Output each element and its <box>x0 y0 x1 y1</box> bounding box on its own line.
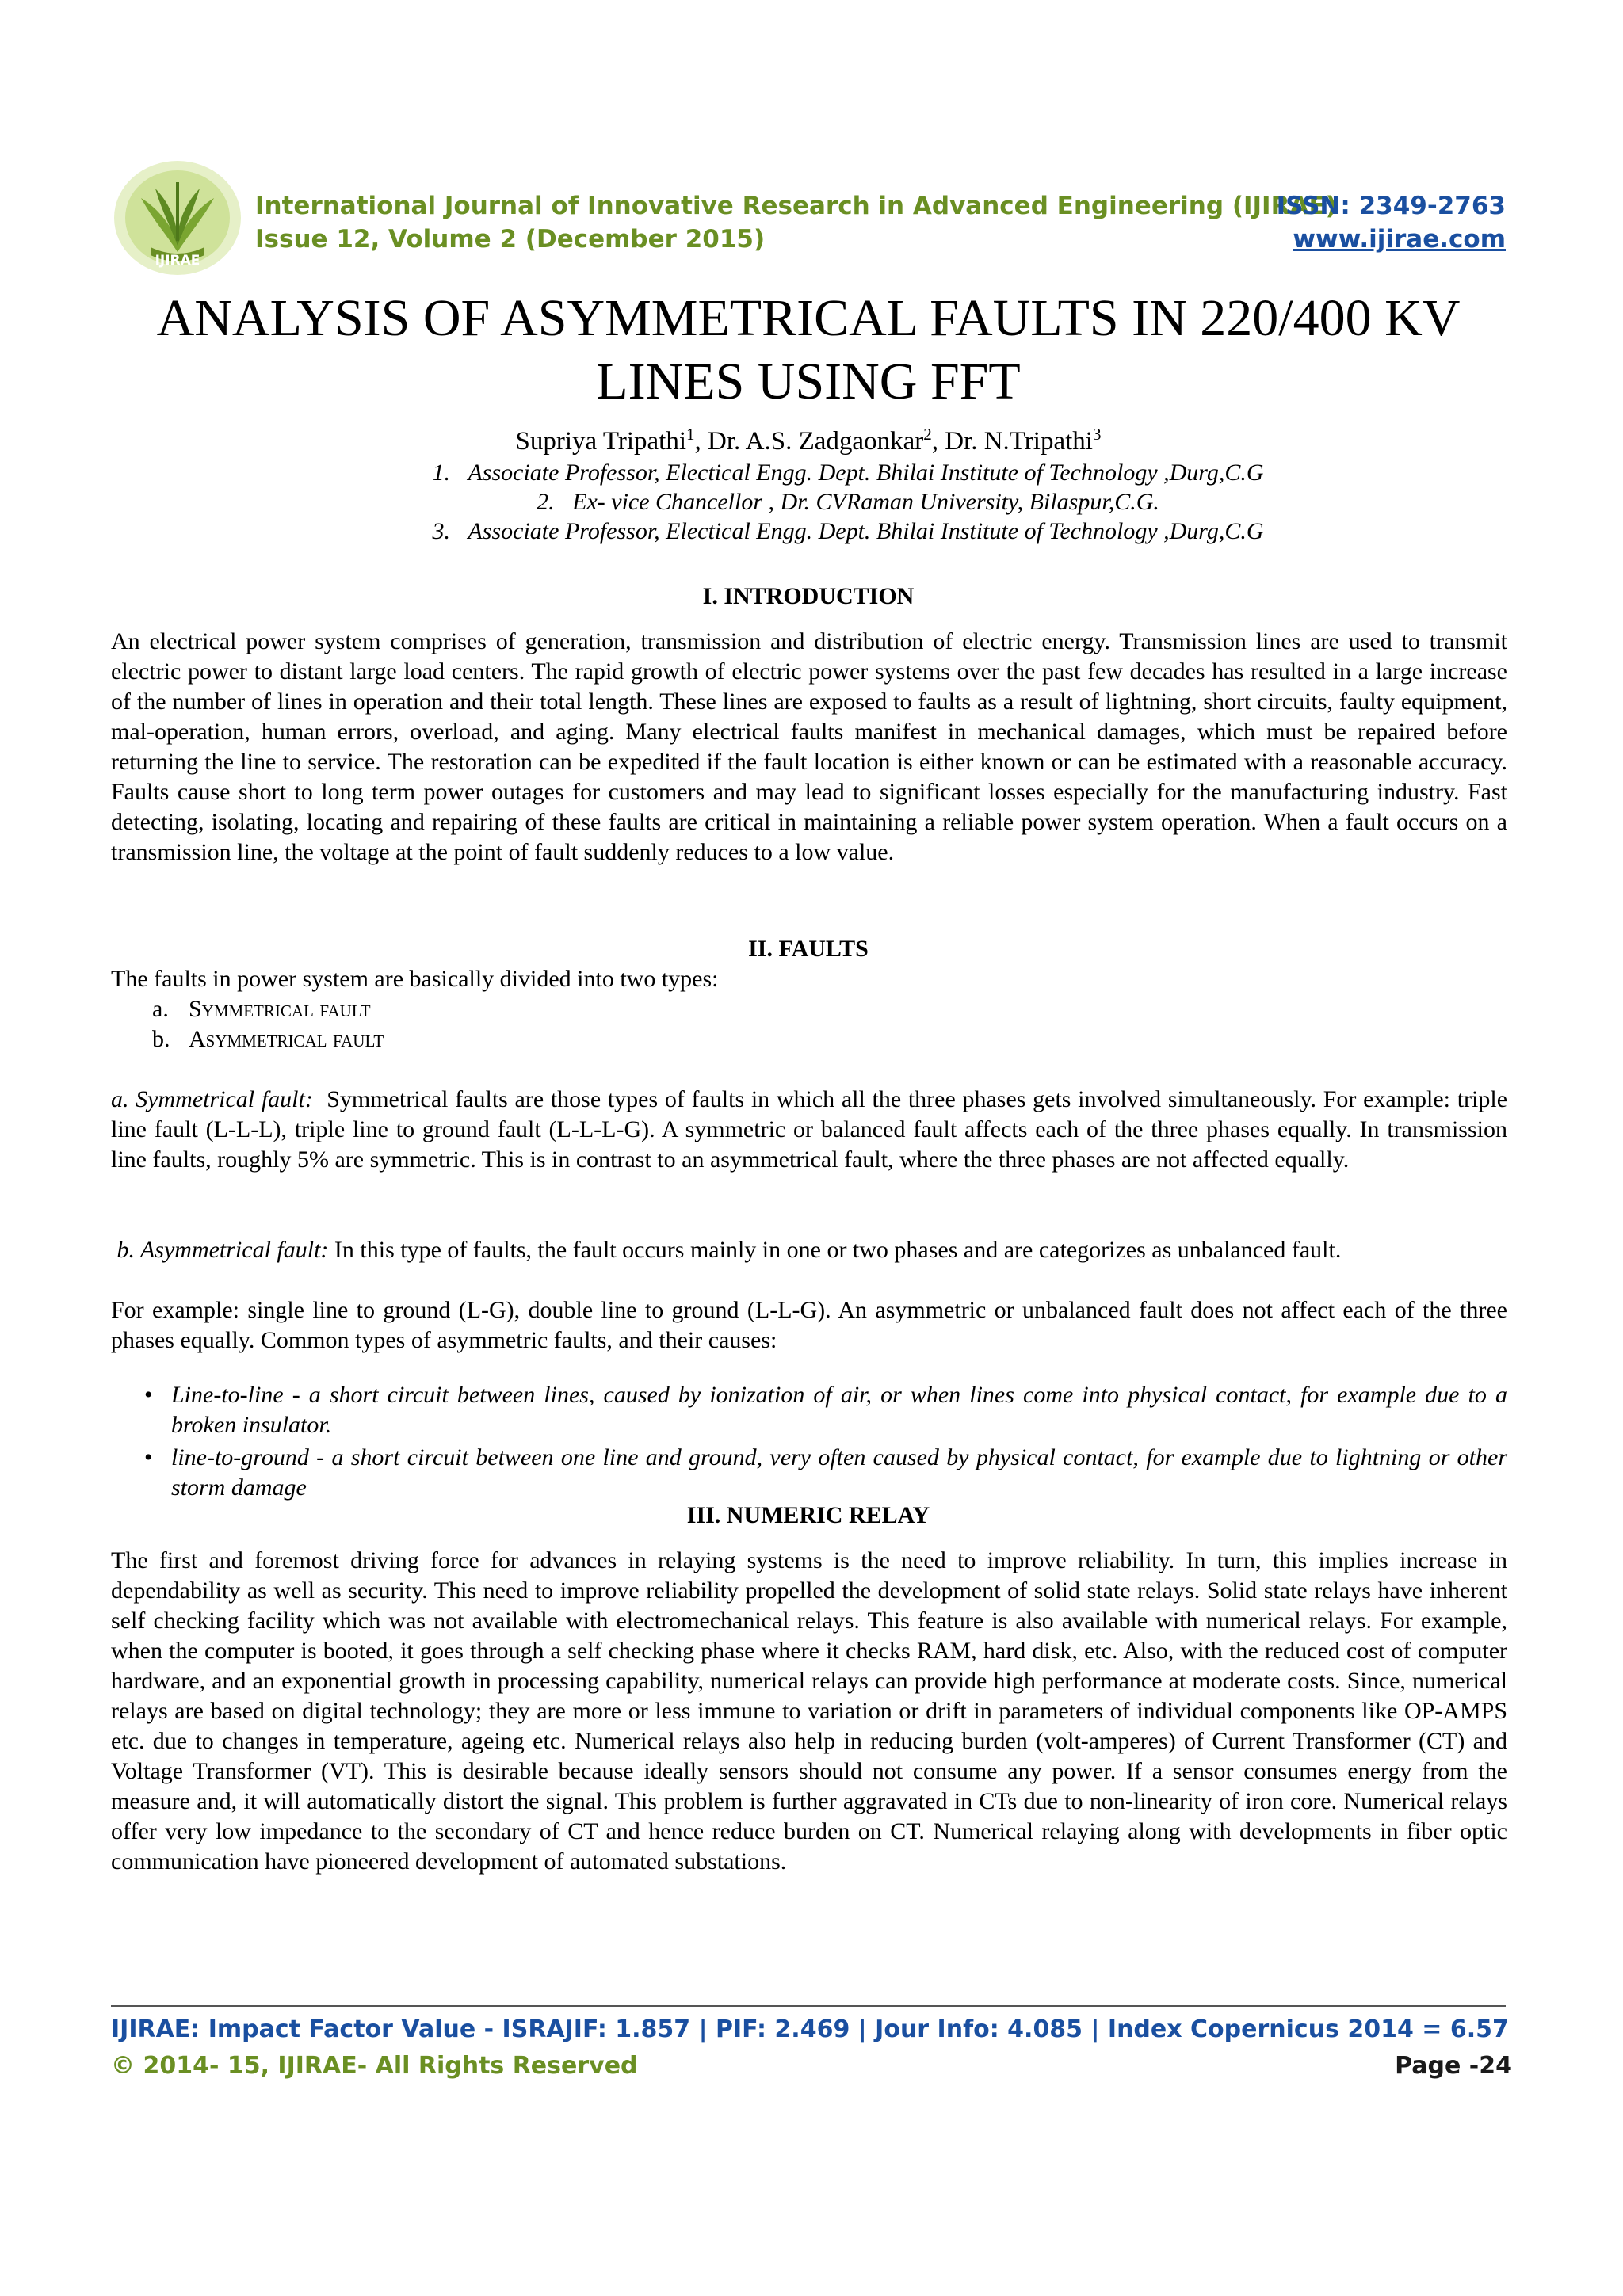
fault-type-label: Asymmetrical fault <box>189 1026 384 1052</box>
affiliation-list <box>349 458 1347 546</box>
list-marker: a. <box>152 996 169 1022</box>
affiliation-number: 3. <box>432 518 450 544</box>
list-item <box>152 994 384 1024</box>
list-marker: b. <box>152 1026 170 1052</box>
list-item <box>152 1024 384 1055</box>
author-sup: 1 <box>686 425 695 444</box>
affiliation-item <box>349 517 1347 546</box>
affiliation-text: Associate Professor, Electical Engg. Dept. Bhilai Institute of Technology ,Durg,C.G <box>468 460 1264 486</box>
section-heading-numeric-relay: III. NUMERIC RELAY <box>686 1502 930 1528</box>
ijirae-logo <box>111 158 244 277</box>
page-number: Page -24 <box>1395 2052 1512 2080</box>
affiliation-number: 1. <box>432 460 450 486</box>
list-item <box>139 1380 1507 1440</box>
author-sup: 3 <box>1092 425 1102 444</box>
title-line-1: ANALYSIS OF ASYMMETRICAL FAULTS IN 220/400 KV <box>156 289 1461 347</box>
footer-copyright: © 2014- 15, IJIRAE- All Rights Reserved <box>111 2052 638 2080</box>
bullet-icon: • <box>144 1444 153 1470</box>
footer-impact-factor: IJIRAE: Impact Factor Value - ISRAJIF: 1.857 | PIF: 2.469 | Jour Info: 4.085 | Index Copernicus 2014 = 6.57 <box>111 2016 1509 2043</box>
author-name: Dr. N.Tripathi <box>945 427 1093 456</box>
issn: ISSN: 2349-2763 <box>1276 192 1506 220</box>
author-name: Dr. A.S. Zadgaonkar <box>708 427 924 456</box>
journal-website-link[interactable]: www.ijirae.com <box>1293 225 1506 254</box>
affiliation-item <box>349 487 1347 517</box>
asymmetrical-fault-paragraph <box>111 1235 1507 1265</box>
paragraph-text: In this type of faults, the fault occurs mainly in one or two phases and are categorizes as unbalanced fault. <box>334 1237 1342 1263</box>
author-name: Supriya Tripathi <box>515 427 686 456</box>
author-list: Supriya Tripathi$^1$, Dr. A.S. Zadgaonkar$^2$, Dr. N.Tripathi$^3$ <box>515 425 1102 456</box>
faults-intro-paragraph: The faults in power system are basically divided into two types: <box>111 966 719 992</box>
symmetrical-fault-paragraph <box>111 1085 1507 1175</box>
affiliation-item <box>349 458 1347 487</box>
title-line-2: LINES USING FFT <box>596 353 1021 410</box>
affiliation-text: Ex- vice Chancellor , Dr. CVRaman University, Bilaspur,C.G. <box>572 489 1159 515</box>
journal-header <box>111 158 1506 277</box>
paper-title <box>111 287 1506 414</box>
author-sup: 2 <box>923 425 932 444</box>
paragraph-text: Symmetrical faults are those types of faults in which all the three phases gets involved simultaneously. For example: triple line fault (L-L-L), triple line to ground fault (L-L-L-G). A symmetric or balanced fault affects each of the three phases equally. In transmission line faults, roughly 5% are symmetric. This is in contrast to an asymmetrical fault, where the three phases are not affected equally. <box>111 1086 1508 1173</box>
list-item-text: line-to-ground - a short circuit between one line and ground, very often caused by physical contact, for example due to lightning or other storm damage <box>171 1444 1507 1501</box>
section-heading-introduction: I. INTRODUCTION <box>702 583 915 609</box>
asymmetric-example-paragraph: For example: single line to ground (L-G), double line to ground (L-L-G). An asymmetric or unbalanced fault does not affect each of the three phases equally. Common types of asymmetric faults, and their causes: <box>111 1297 1507 1353</box>
list-item <box>139 1443 1507 1503</box>
list-item-text: Line-to-line - a short circuit between lines, caused by ionization of air, or when lines come into physical contact, for example due to a broken insulator. <box>171 1382 1507 1438</box>
paragraph-lead: b. Asymmetrical fault: <box>116 1237 329 1263</box>
journal-issue: Issue 12, Volume 2 (December 2015) <box>255 225 766 254</box>
bullet-icon: • <box>144 1382 153 1408</box>
paragraph-lead: a. Symmetrical fault: <box>111 1086 313 1112</box>
journal-name: International Journal of Innovative Research in Advanced Engineering (IJIRAE) <box>255 192 1337 220</box>
asymmetric-fault-types-list <box>139 1380 1507 1505</box>
fault-types-list <box>152 994 384 1055</box>
affiliation-number: 2. <box>537 489 555 515</box>
introduction-paragraph: An electrical power system comprises of generation, transmission and distribution of electric energy. Transmission lines are used to transmit electric power to distant large load centers. The rapid growth of electric power systems over the past few decades has resulted in a large increase of the number of lines in operation and their total length. These lines are exposed to faults as a result of lightning, short circuits, faulty equipment, mal-operation, human errors, overload, and aging. Many electrical faults manifest in mechanical damages, which must be repaired before returning the line to service. The restoration can be expedited if the fault location is either known or can be estimated with a reasonable accuracy. Faults cause short to long term power outages for customers and may lead to significant losses especially for the manufacturing industry. Fast detecting, isolating, locating and repairing of these faults are critical in maintaining a reliable power system operation. When a fault occurs on a transmission line, the voltage at the point of fault suddenly reduces to a low value. <box>111 628 1507 865</box>
section-heading-faults: II. FAULTS <box>748 936 869 962</box>
fault-type-label: Symmetrical fault <box>189 996 371 1022</box>
numeric-relay-paragraph: The first and foremost driving force for advances in relaying systems is the need to improve reliability. In turn, this implies increase in dependability as well as security. This need to improve reliability propelled the development of solid state relays. Solid state relays have inherent self checking facility which was not available with electromechanical relays. This feature is also available with numerical relays. For example, when the computer is booted, it goes through a self checking phase where it checks RAM, hard disk, etc. Also, with the reduced cost of computer hardware, and an exponential growth in processing capability, numerical relays can provide high performance at moderate costs. Since, numerical relays are based on digital technology; they are more or less immune to variation or drift in parameters of individual components like OP-AMPS etc. due to changes in temperature, ageing etc. Numerical relays also help in reducing burden (volt-amperes) of Current Transformer (CT) and Voltage Transformer (VT). This is desirable because ideally sensors should not consume any power. If a sensor consumes energy from the measure and, it will automatically distort the signal. This problem is further aggravated in CTs due to non-linearity of iron core. Numerical relays offer very low impedance to the secondary of CT and hence reduce burden on CT. Numerical relaying along with developments in fiber optic communication have pioneered development of automated substations. <box>111 1547 1507 1875</box>
footer-divider <box>111 2005 1506 2007</box>
logo-lettering: IJIRAE <box>155 253 200 269</box>
affiliation-text: Associate Professor, Electical Engg. Dept. Bhilai Institute of Technology ,Durg,C.G <box>468 518 1264 544</box>
